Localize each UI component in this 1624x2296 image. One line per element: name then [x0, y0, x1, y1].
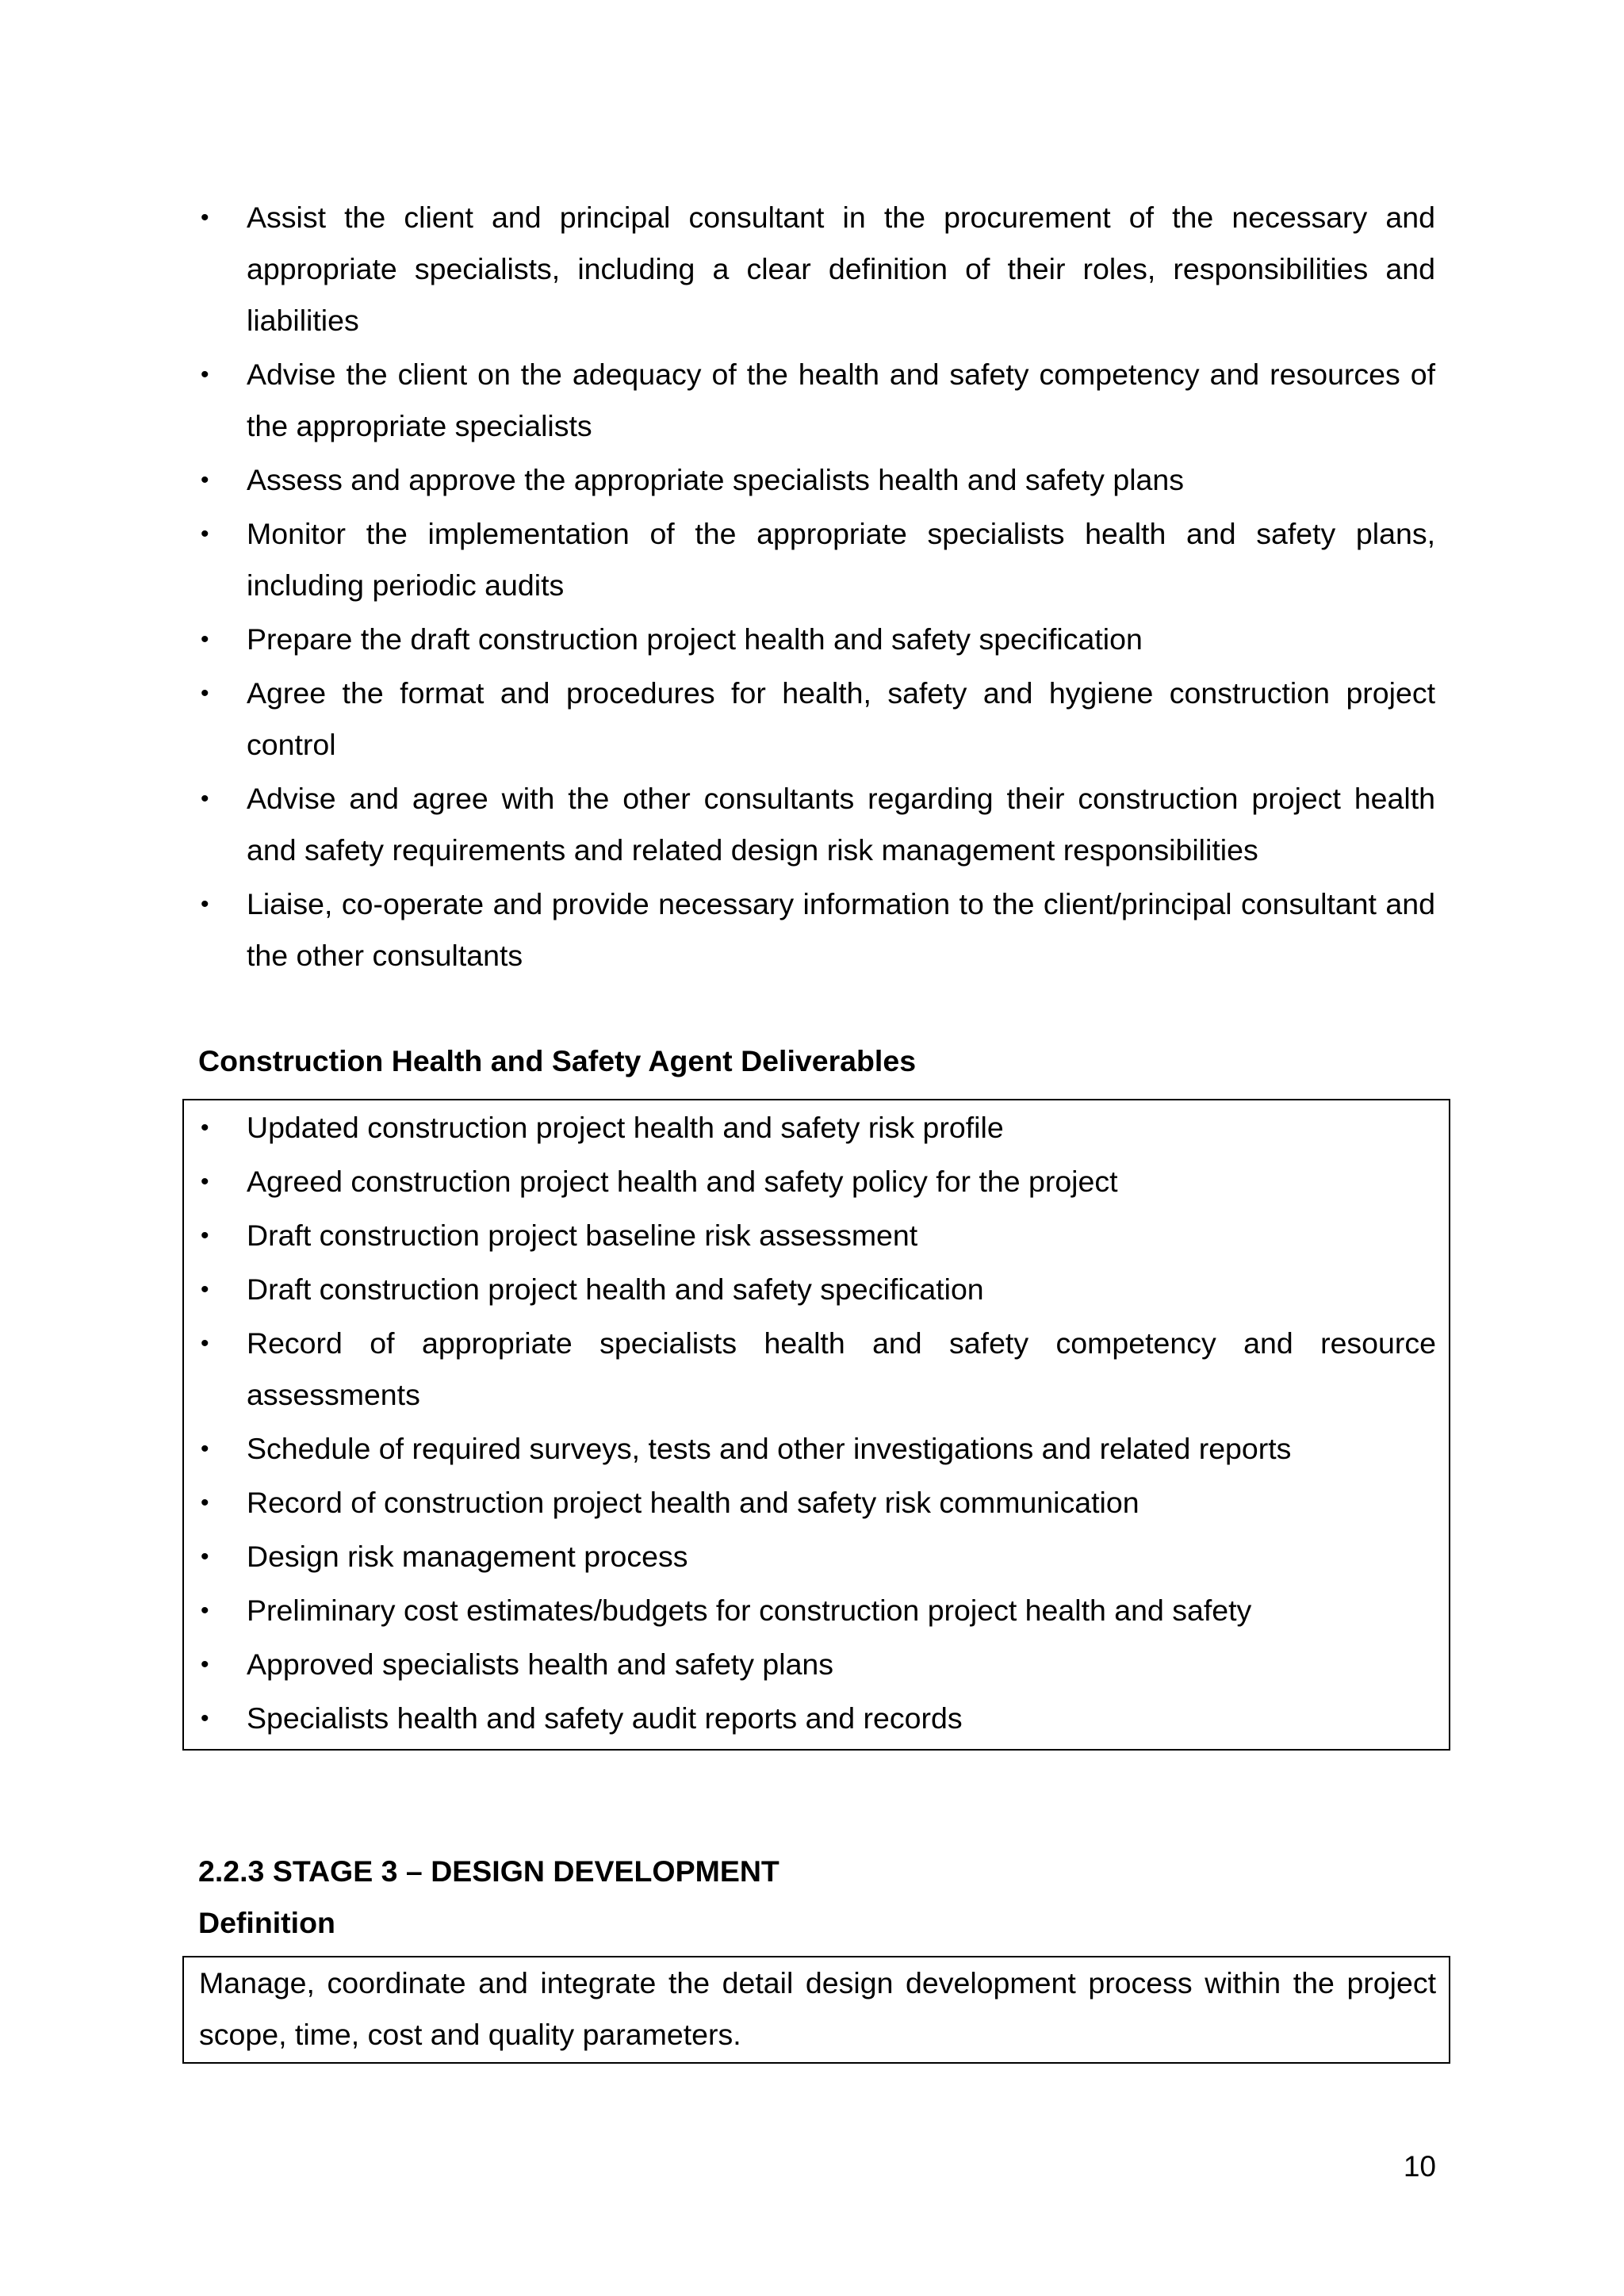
bullet-icon: •: [201, 1436, 209, 1462]
bullet-icon: •: [201, 1490, 209, 1516]
deliverables-list: [201, 1102, 1436, 1747]
bullet-icon: •: [201, 1276, 209, 1303]
bullet-icon: •: [201, 205, 209, 231]
bullet-icon: •: [201, 786, 209, 812]
list-item: • Assess and approve the appropriate specialists health and safety plans: [247, 454, 1435, 506]
bullet-icon: •: [201, 1223, 209, 1249]
bullet-icon: •: [201, 626, 209, 652]
bullet-icon: •: [201, 680, 209, 706]
bullet-icon: •: [201, 362, 209, 388]
bullet-icon: •: [201, 1651, 209, 1678]
page-number: 10: [1403, 2150, 1436, 2183]
list-item: • Monitor the implementation of the appropriate specialists health and safety plans, including periodic audits: [247, 508, 1435, 611]
bullet-icon: •: [201, 1544, 209, 1570]
bullet-icon: •: [201, 1705, 209, 1732]
definition-box: [182, 1956, 1450, 2064]
list-item: • Approved specialists health and safety plans: [247, 1639, 1436, 1690]
list-item: • Draft construction project health and safety specification: [247, 1264, 1436, 1315]
bullet-icon: •: [201, 1330, 209, 1357]
bullet-icon: •: [201, 467, 209, 493]
definition-label: Definition: [198, 1906, 335, 1939]
bullet-icon: •: [201, 1598, 209, 1624]
list-item: • Advise and agree with the other consultants regarding their construction project health and safety requirements and related design risk management responsibilities: [247, 773, 1435, 876]
bullet-icon: •: [201, 1115, 209, 1141]
list-item: • Liaise, co-operate and provide necessary information to the client/principal consultant and the other consultants: [247, 878, 1435, 982]
list-item: • Record of appropriate specialists health and safety competency and resource assessments: [247, 1318, 1436, 1421]
list-item: • Specialists health and safety audit reports and records: [247, 1693, 1436, 1744]
deliverables-box: [182, 1099, 1450, 1751]
list-item: • Design risk management process: [247, 1531, 1436, 1582]
deliverables-heading: Construction Health and Safety Agent Deliverables: [198, 1044, 917, 1077]
list-item: • Updated construction project health and safety risk profile: [247, 1102, 1436, 1154]
list-item: • Agree the format and procedures for health, safety and hygiene construction project control: [247, 668, 1435, 771]
definition-text: Manage, coordinate and integrate the detail design development process within the project scope, time, cost and quality parameters.: [199, 1966, 1436, 2051]
list-item: • Agreed construction project health and safety policy for the project: [247, 1156, 1436, 1207]
bullet-icon: •: [201, 521, 209, 547]
list-item: • Assist the client and principal consultant in the procurement of the necessary and appropriate specialists, including a clear definition of their roles, responsibilities and liabilities: [247, 192, 1435, 346]
list-item: • Advise the client on the adequacy of the health and safety competency and resources of the appropriate specialists: [247, 349, 1435, 452]
list-item: • Prepare the draft construction project health and safety specification: [247, 614, 1435, 665]
section-heading: 2.2.3 STAGE 3 – DESIGN DEVELOPMENT: [198, 1854, 779, 1888]
bullet-icon: •: [201, 1169, 209, 1195]
list-item: • Schedule of required surveys, tests and other investigations and related reports: [247, 1423, 1436, 1475]
bullet-icon: •: [201, 891, 209, 917]
list-item: • Preliminary cost estimates/budgets for construction project health and safety: [247, 1585, 1436, 1636]
intro-bullet-list: [201, 192, 1435, 984]
list-item: • Draft construction project baseline risk assessment: [247, 1210, 1436, 1261]
list-item: • Record of construction project health and safety risk communication: [247, 1477, 1436, 1529]
